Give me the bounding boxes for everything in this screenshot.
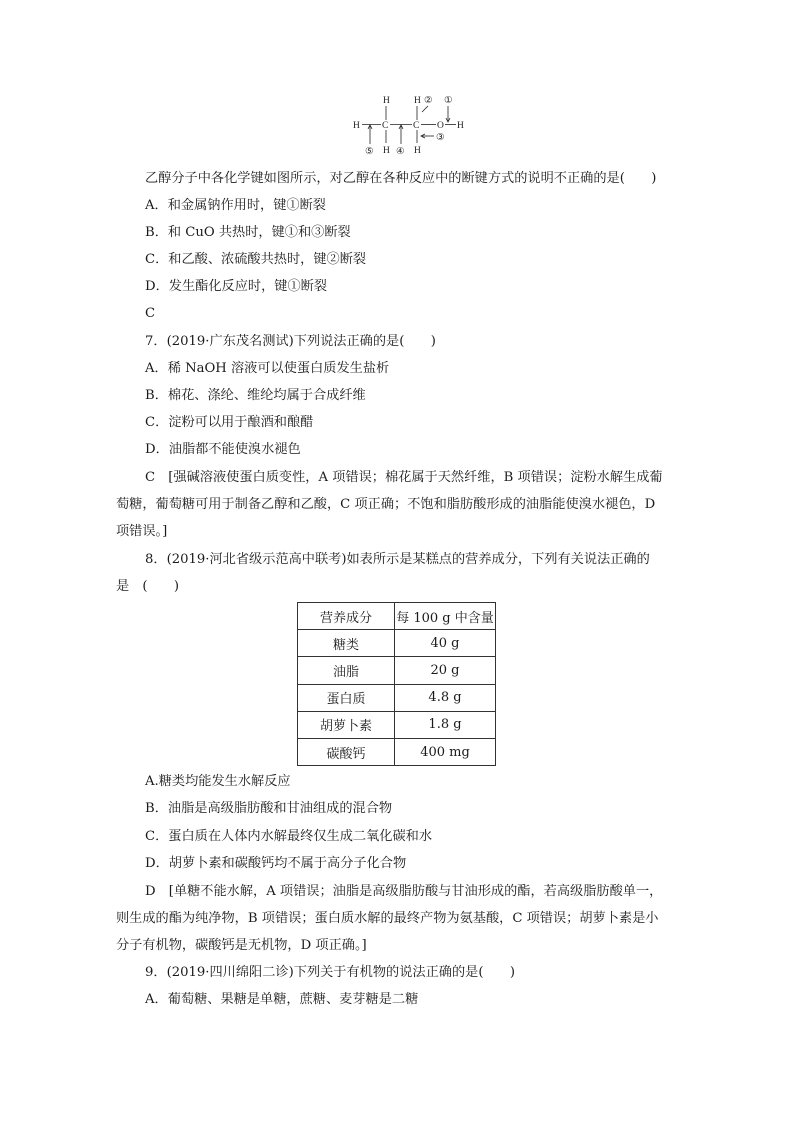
atom-h-left: H xyxy=(353,121,360,131)
q9-option-a: A．葡萄糖、果糖是单糖，蔗糖、麦芽糖是二糖 xyxy=(145,992,419,1007)
q8-stem-line-2: 是 ( ) xyxy=(116,579,180,594)
bond-label-1: ① xyxy=(444,96,453,106)
atom-h-top-2: H xyxy=(414,96,421,106)
atom-h-right: H xyxy=(457,121,464,131)
table-header-cell: 每 100 g 中含量 xyxy=(395,603,496,630)
table-cell: 400 mg xyxy=(395,738,496,765)
atom-o: O xyxy=(437,121,444,131)
table-header-row xyxy=(298,603,496,630)
q6-option-d: D．发生酯化反应时，键①断裂 xyxy=(145,279,328,294)
q6-option-c: C．和乙酸、浓硫酸共热时，键②断裂 xyxy=(145,252,367,267)
table-cell: 油脂 xyxy=(298,657,395,684)
table-row xyxy=(298,657,496,684)
q7-stem: 7．(2019·广东茂名测试)下列说法正确的是( ) xyxy=(145,334,436,349)
atom-c-2: C xyxy=(413,121,420,131)
nutrition-table xyxy=(297,602,496,766)
q9-stem: 9．(2019·四川绵阳二诊)下列关于有机物的说法正确的是( ) xyxy=(145,965,516,980)
q6-answer: C xyxy=(145,306,156,321)
q8-explanation-line-2: 则生成的酯为纯净物，B 项错误；蛋白质水解的最终产物为氨基酸，C 项错误；胡萝卜素是小 xyxy=(116,911,659,926)
table-cell: 胡萝卜素 xyxy=(298,711,395,738)
bond-label-3: ③ xyxy=(436,133,445,143)
table-cell: 4.8 g xyxy=(395,684,496,711)
q8-stem-line-1: 8．(2019·河北省级示范高中联考)如表所示是某糕点的营养成分，下列有关说法正确的 xyxy=(145,552,650,567)
table-cell: 40 g xyxy=(395,630,496,657)
table-row xyxy=(298,738,496,765)
bond-label-5: ⑤ xyxy=(365,147,374,157)
q8-explanation-line-1: D [单糖不能水解，A 项错误；油脂是高级脂肪酸与甘油形成的酯，若高级脂肪酸单一， xyxy=(145,884,663,899)
q8-option-b: B．油脂是高级脂肪酸和甘油组成的混合物 xyxy=(145,801,393,816)
q8-option-d: D．胡萝卜素和碳酸钙均不属于高分子化合物 xyxy=(145,856,407,871)
table-cell: 糖类 xyxy=(298,630,395,657)
q7-option-c: C．淀粉可以用于酿酒和酿醋 xyxy=(145,415,314,430)
table-cell: 20 g xyxy=(395,657,496,684)
q8-option-c: C．蛋白质在人体内水解最终仅生成二氧化碳和水 xyxy=(145,829,433,844)
q7-option-a: A．稀 NaOH 溶液可以使蛋白质发生盐析 xyxy=(145,361,390,376)
q7-explanation-line-3: 项错误。] xyxy=(116,524,168,539)
q7-explanation-line-1: C [强碱溶液使蛋白质变性，A 项错误；棉花属于天然纤维，B 项错误；淀粉水解生成葡 xyxy=(145,470,663,485)
table-cell: 蛋白质 xyxy=(298,684,395,711)
table-row xyxy=(298,684,496,711)
q8-option-a: A.糖类均能发生水解反应 xyxy=(145,774,291,789)
atom-h-top-1: H xyxy=(383,96,390,106)
table-row xyxy=(298,630,496,657)
table-row xyxy=(298,711,496,738)
bond-label-2: ② xyxy=(424,96,433,106)
bond-label-4: ④ xyxy=(396,147,405,157)
atom-c-1: C xyxy=(382,121,389,131)
q7-option-b: B．棉花、涤纶、维纶均属于合成纤维 xyxy=(145,388,366,403)
table-cell: 1.8 g xyxy=(395,711,496,738)
q6-option-a: A．和金属钠作用时，键①断裂 xyxy=(145,198,326,213)
q7-option-d: D．油脂都不能使溴水褪色 xyxy=(145,442,301,457)
table-cell: 碳酸钙 xyxy=(298,738,395,765)
atom-h-bottom-2: H xyxy=(414,146,421,156)
ethanol-bond-diagram xyxy=(340,90,480,162)
q6-stem: 乙醇分子中各化学键如图所示，对乙醇在各种反应中的断键方式的说明不正确的是( ) xyxy=(145,171,657,186)
q8-explanation-line-3: 分子有机物，碳酸钙是无机物，D 项正确。] xyxy=(116,938,367,953)
table-header-cell: 营养成分 xyxy=(298,603,395,630)
atom-h-bottom-1: H xyxy=(383,146,390,156)
q7-explanation-line-2: 萄糖，葡萄糖可用于制备乙醇和乙酸，C 项正确；不饱和脂肪酸形成的油脂能使溴水褪色，D xyxy=(116,497,656,512)
q6-option-b: B．和 CuO 共热时，键①和③断裂 xyxy=(145,225,351,240)
